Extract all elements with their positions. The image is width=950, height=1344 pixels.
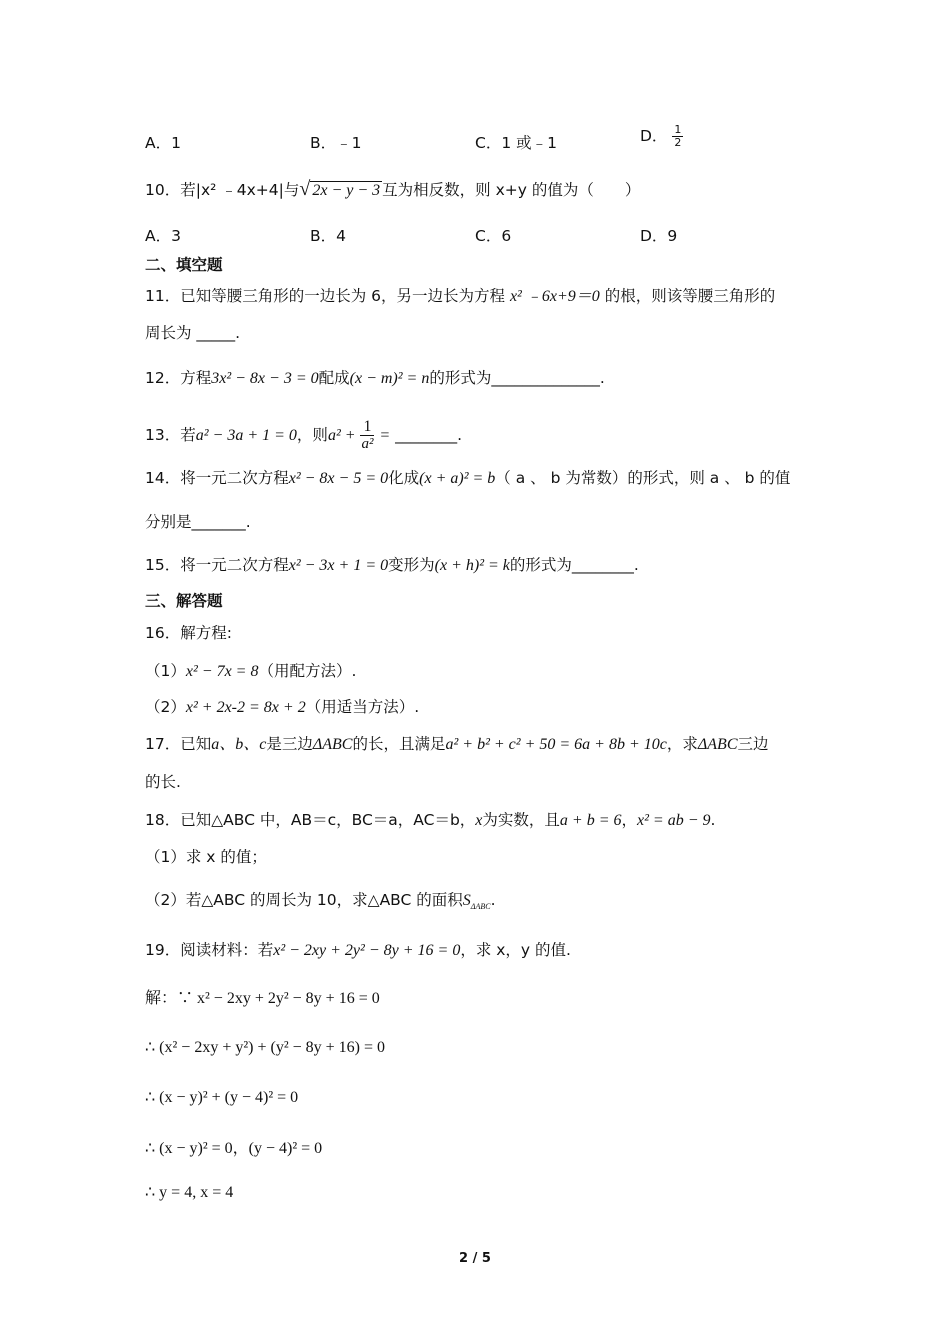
question-11-line1 [145,285,775,308]
q13-equation: a² − 3a + 1 = 0 [195,427,297,444]
question-10 [145,178,640,202]
q18-mid: 为实数，且 [482,811,560,829]
q14-mid1: 化成 [388,469,420,487]
q15-target-form: (x + h)² = k [434,557,510,574]
q9-option-b: B．﹣1 [310,134,362,152]
q12-target-form: (x − m)² = n [349,370,430,387]
q9-option-c: C．1 或﹣1 [475,134,557,152]
question-18-part2 [145,889,496,918]
question-14-line1 [145,467,790,490]
q10-radicand: 2x − y − 3 [312,182,381,199]
q19-equation: x² − 2xy + 2y² − 8y + 16 = 0 [273,942,461,959]
q16-p2-equation: x² + 2x-2 = 8x + 2 [185,699,306,716]
section-heading-solve: 三、解答题 [145,592,223,610]
q13-expr-a: a² + [327,427,356,444]
question-18: 18．已知△ABC 中，AB＝c，BC＝a，AC＝b，x为实数，且a + b = 6，x² = ab − 9. [145,811,716,829]
solution-line-2: ∴ (x² − 2xy + y²) + (y² − 8y + 16) = 0 [145,1039,386,1056]
question-12 [145,367,605,390]
q10-option-c: C．6 [475,227,512,245]
q19-suffix: ，求 x，y 的值. [460,941,571,959]
q17-mid1: 是三边 [266,735,313,753]
question-15 [145,554,639,577]
q12-suffix: 的形式为______________. [429,369,605,387]
q9-option-d [640,124,683,149]
q14-prefix: 14．将一元二次方程 [145,469,289,487]
question-11-line2: 周长为 _____. [145,324,241,342]
q14-equation: x² − 8x − 5 = 0 [288,470,389,487]
q18-p2-end: . [490,891,496,909]
q18-equation-2: x² = ab − 9 [637,812,711,829]
q10-option-d: D．9 [640,227,678,245]
page-number: 2 / 5 [459,1251,491,1266]
q11-equation: x² ﹣6x+9＝0 [509,288,600,305]
q18-area-symbol: S [462,892,471,909]
q18-prefix: 18．已知△ABC 中，AB＝c，BC＝a，AC＝b， [145,811,476,829]
question-14-line2: 分别是_______. [145,513,251,531]
question-19 [145,939,571,962]
q16-p1-label: （1） [145,662,186,680]
q16-p1-equation: x² − 7x = 8 [185,663,259,680]
frac-numerator: 1 [360,418,374,436]
q9-option-a: A．1 [145,134,181,152]
q17-triangle-2: ΔABC [697,736,738,753]
q17-suffix: 三边 [737,735,769,753]
q10-suffix: 互为相反数，则 x+y 的值为（ ） [382,181,641,199]
frac-denominator: a² [361,436,374,452]
question-16-part2 [145,696,419,719]
sqrt-sign: √ [299,178,311,200]
q13-fraction [360,418,374,453]
q13-prefix: 13．若 [145,426,196,444]
section-heading-fill-in: 二、填空题 [145,256,223,274]
question-13 [145,418,462,453]
q9-option-d-fraction [672,124,683,149]
q15-suffix: 的形式为________. [509,556,639,574]
q13-equals: = [379,427,391,444]
q14-mid2: （ a 、 b 为常数）的形式，则 a 、 b 的值 [495,469,791,487]
solution-line-5: ∴ y = 4, x = 4 [145,1184,234,1201]
q17-mid2: 的长，且满足 [352,735,446,753]
q16-p1-note: （用配方法）. [258,662,357,680]
q15-equation: x² − 3x + 1 = 0 [288,557,389,574]
q14-target-form: (x + a)² = b [419,470,496,487]
q17-vars: a、b、c [211,736,267,753]
q12-mid: 配成 [318,369,350,387]
q18-equation-1: a + b = 6 [559,812,622,829]
q11-text-b: 的根，则该等腰三角形的 [599,287,776,305]
q17-triangle: ΔABC [312,736,353,753]
q11-text-a: 11．已知等腰三角形的一边长为 6，另一边长为方程 [145,287,510,305]
q13-mid: ，则 [296,426,328,444]
q13-suffix: ________. [395,426,463,444]
frac-numerator: 1 [674,123,682,136]
q19-prefix: 19．阅读材料：若 [145,941,274,959]
q18-p2-text: （2）若△ABC 的周长为 10，求△ABC 的面积 [145,891,463,909]
q18-area-subscript: ΔABC [470,902,491,911]
question-17-line2: 的长. [145,773,181,791]
q9-option-d-label: D． [640,127,668,145]
q17-equation: a² + b² + c² + 50 = 6a + 8b + 10c [445,736,667,753]
solution-line-3: ∴ (x − y)² + (y − 4)² = 0 [145,1089,299,1106]
q15-mid: 变形为 [388,556,435,574]
question-18-part1: （1）求 x 的值； [145,848,267,866]
q12-prefix: 12．方程 [145,369,212,387]
q16-p2-label: （2） [145,698,186,716]
question-17-line1 [145,733,769,756]
frac-denominator: 2 [674,136,682,149]
solution-line-1: 解：∵ x² − 2xy + 2y² − 8y + 16 = 0 [145,990,380,1007]
q10-prefix: 10．若|x² ﹣4x+4|与 [145,181,300,199]
q10-option-a: A．3 [145,227,181,245]
question-16-part1 [145,660,356,683]
question-16-title: 16．解方程: [145,624,232,642]
q17-prefix: 17．已知 [145,735,212,753]
q15-prefix: 15．将一元二次方程 [145,556,289,574]
q10-option-b: B．4 [310,227,346,245]
solution-line-4: ∴ (x − y)² = 0，(y − 4)² = 0 [145,1140,323,1157]
q12-equation: 3x² − 8x − 3 = 0 [211,370,319,387]
q16-p2-note: （用适当方法）. [305,698,420,716]
q17-mid3: ，求 [666,735,698,753]
q18-var: x [475,812,483,829]
